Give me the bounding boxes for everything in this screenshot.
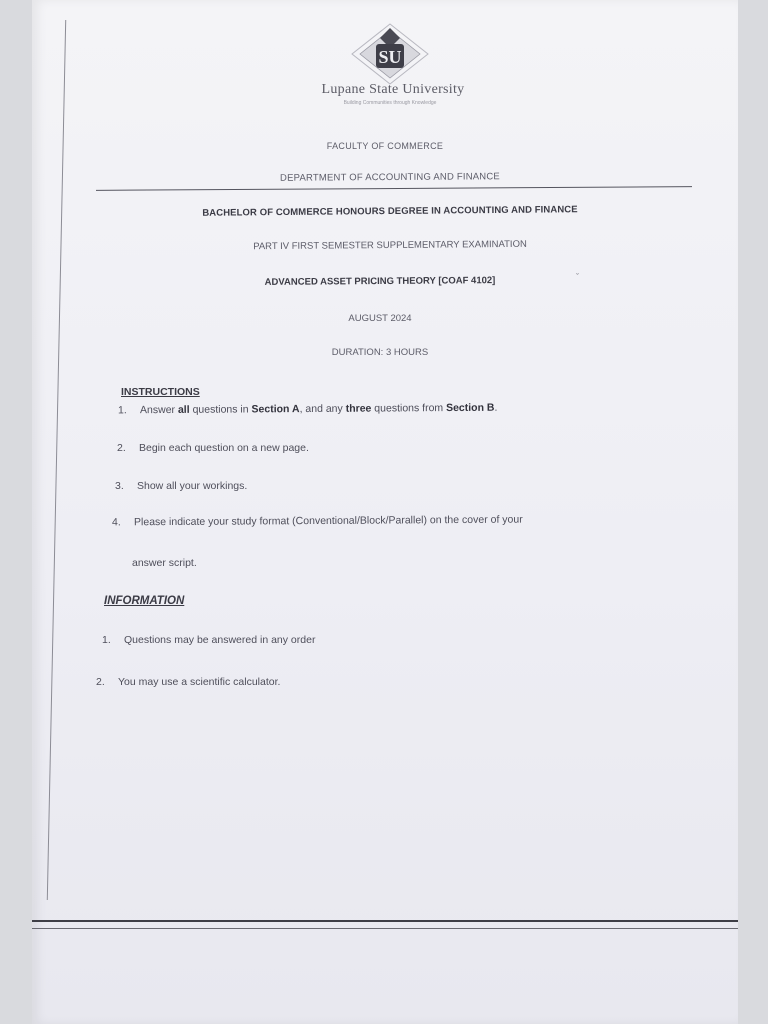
item-text-part: questions in	[189, 403, 252, 416]
item-text-emphasis: Section B	[446, 401, 495, 415]
university-name: Lupane State University	[321, 82, 465, 97]
instruction-item	[115, 480, 247, 492]
item-number: 1.	[117, 404, 127, 417]
department-name: DEPARTMENT OF ACCOUNTING AND FINANCE	[279, 171, 500, 184]
item-text-emphasis: all	[177, 403, 190, 416]
instruction-item-continuation: answer script.	[132, 557, 197, 569]
item-number: 2.	[117, 442, 126, 454]
item-text-part: , and any	[299, 402, 346, 416]
faculty-name: FACULTY OF COMMERCE	[326, 141, 444, 151]
item-number: 3.	[115, 480, 124, 492]
logo-letters: SU	[378, 47, 402, 67]
ink-mark: ˇ	[576, 272, 579, 282]
item-text-emphasis: three	[345, 402, 372, 415]
instructions-heading: INSTRUCTIONS	[121, 386, 200, 398]
item-text-emphasis: Section A	[251, 403, 300, 416]
item-text-part: .	[494, 401, 498, 414]
exam-duration: DURATION: 3 HOURS	[331, 347, 429, 358]
course-title: ADVANCED ASSET PRICING THEORY [COAF 4102]	[264, 275, 496, 288]
university-logo-icon	[348, 22, 432, 86]
information-item	[96, 676, 280, 688]
exam-sitting: PART IV FIRST SEMESTER SUPPLEMENTARY EXAMINATION	[253, 238, 527, 253]
footer-divider	[32, 920, 738, 922]
item-number: 1.	[102, 634, 111, 646]
exam-paper	[32, 0, 738, 1024]
item-text: Please indicate your study format (Conventional/Block/Parallel) on the cover of your	[133, 513, 523, 529]
university-motto: Building Communities through Knowledge	[343, 100, 437, 106]
item-text: Show all your workings.	[137, 480, 248, 492]
footer-divider-thin	[32, 928, 738, 929]
item-text: Begin each question on a new page.	[139, 442, 309, 454]
item-number: 2.	[96, 676, 105, 688]
exam-date: AUGUST 2024	[348, 313, 412, 324]
item-text: Questions may be answered in any order	[124, 634, 316, 646]
item-text: You may use a scientific calculator.	[118, 676, 281, 688]
instruction-item	[117, 442, 309, 454]
item-number: 4.	[111, 516, 121, 529]
information-heading: INFORMATION	[104, 595, 185, 607]
item-text-part: questions from	[371, 402, 447, 415]
information-item	[102, 634, 315, 646]
degree-title: BACHELOR OF COMMERCE HONOURS DEGREE IN ACCOUNTING AND FINANCE	[202, 204, 578, 219]
item-text-part: Answer	[139, 403, 178, 417]
